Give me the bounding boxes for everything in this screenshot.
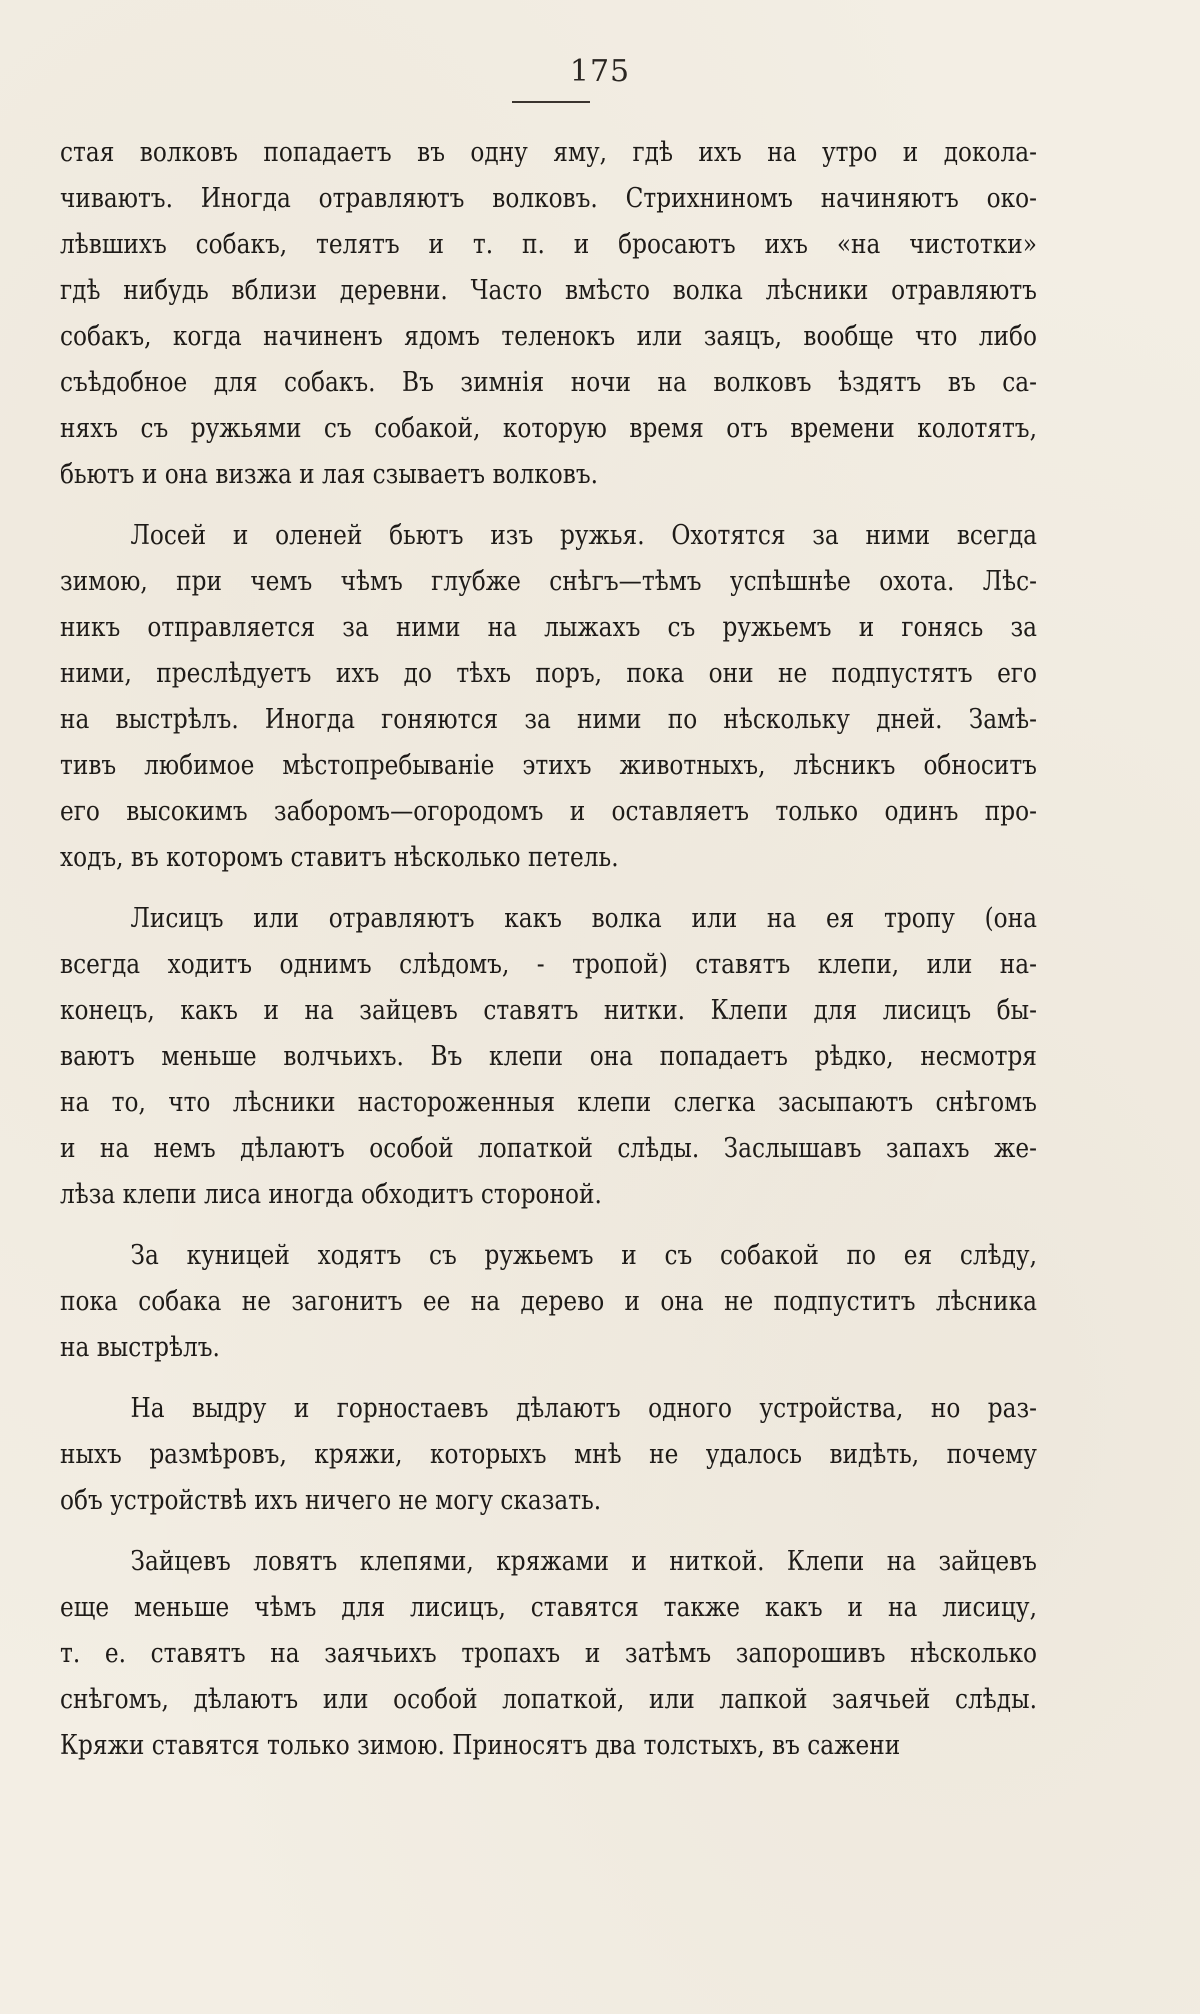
text-line: всегда ходитъ однимъ слѣдомъ, - тропой) ставятъ клепи, или на- — [60, 949, 1037, 980]
text-line: конецъ, какъ и на зайцевъ ставятъ нитки. Клепи для лисицъ бы- — [60, 995, 1037, 1026]
text-line: няхъ съ ружьями съ собакой, которую время отъ времени колотятъ, — [60, 413, 1037, 444]
paragraph-gap — [60, 1524, 1037, 1539]
text-line: т. е. ставятъ на заячьихъ тропахъ и затѣмъ запорошивъ нѣсколько — [60, 1638, 1037, 1669]
page-number: 175 — [569, 54, 631, 89]
text-line: и на немъ дѣлаютъ особой лопаткой слѣды. Заслышавъ запахъ же- — [60, 1133, 1037, 1164]
text-line: ныхъ размѣровъ, кряжи, которыхъ мнѣ не удалось видѣть, почему — [60, 1439, 1037, 1470]
text-line: Кряжи ставятся только зимою. Приносятъ два толстыхъ, въ сажени — [60, 1730, 901, 1761]
body-text — [60, 130, 1037, 1769]
paragraph — [60, 1386, 1037, 1524]
text-line: ходъ, въ которомъ ставитъ нѣсколько петель. — [60, 842, 619, 873]
text-line: на то, что лѣсники настороженныя клепи слегка засыпаютъ снѣгомъ — [60, 1087, 1037, 1118]
paragraph-gap — [60, 1371, 1037, 1386]
text-line: собакъ, когда начиненъ ядомъ теленокъ или заяцъ, вообще что либо — [60, 321, 1037, 352]
text-line: его высокимъ заборомъ—огородомъ и оставляетъ только одинъ про- — [60, 796, 1037, 827]
text-line: никъ отправляется за ними на лыжахъ съ ружьемъ и гонясь за — [60, 612, 1037, 643]
paragraph — [60, 1539, 1037, 1769]
paragraph-gap — [60, 881, 1037, 896]
paragraph — [60, 513, 1037, 881]
text-line: За куницей ходятъ съ ружьемъ и съ собакой по ея слѣду, — [130, 1240, 1037, 1271]
text-line: на выстрѣлъ. — [60, 1332, 220, 1363]
text-line: на выстрѣлъ. Иногда гоняются за ними по нѣскольку дней. Замѣ- — [60, 704, 1037, 735]
text-line: На выдру и горностаевъ дѣлаютъ одного устройства, но раз- — [130, 1393, 1037, 1424]
paragraph — [60, 896, 1037, 1218]
text-line: лѣза клепи лиса иногда обходитъ стороной. — [60, 1179, 602, 1210]
text-line: гдѣ нибудь вблизи деревни. Часто вмѣсто волка лѣсники отравляютъ — [60, 275, 1037, 306]
text-line: Лосей и оленей бьютъ изъ ружья. Охотятся за ними всегда — [130, 520, 1037, 551]
text-line: объ устройствѣ ихъ ничего не могу сказать. — [60, 1485, 602, 1516]
text-line: чиваютъ. Иногда отравляютъ волковъ. Стрихниномъ начиняютъ око- — [60, 183, 1037, 214]
text-line: ними, преслѣдуетъ ихъ до тѣхъ поръ, пока они не подпустятъ его — [60, 658, 1037, 689]
text-line: еще меньше чѣмъ для лисицъ, ставятся также какъ и на лисицу, — [60, 1592, 1037, 1623]
paragraph-gap — [60, 498, 1037, 513]
text-line: ваютъ меньше волчьихъ. Въ клепи она попадаетъ рѣдко, несмотря — [60, 1041, 1037, 1072]
text-line: зимою, при чемъ чѣмъ глубже снѣгъ—тѣмъ успѣшнѣе охота. Лѣс- — [60, 566, 1037, 597]
text-line: Зайцевъ ловятъ клепями, кряжами и ниткой. Клепи на зайцевъ — [130, 1546, 1037, 1577]
text-line: бьютъ и она визжа и лая сзываетъ волковъ. — [60, 459, 598, 490]
page-number-rule — [512, 101, 590, 103]
text-line: тивъ любимое мѣстопребываніе этихъ животныхъ, лѣсникъ обноситъ — [60, 750, 1037, 781]
paragraph-gap — [60, 1218, 1037, 1233]
paragraph — [60, 130, 1037, 498]
text-line: стая волковъ попадаетъ въ одну яму, гдѣ ихъ на утро и докола- — [60, 137, 1037, 168]
body-text-inner — [60, 130, 1037, 1769]
text-line: лѣвшихъ собакъ, телятъ и т. п. и бросаютъ ихъ «на чистотки» — [60, 229, 1037, 260]
text-line: Лисицъ или отравляютъ какъ волка или на ея тропу (она — [130, 903, 1037, 934]
paragraph — [60, 1233, 1037, 1371]
text-line: снѣгомъ, дѣлаютъ или особой лопаткой, или лапкой заячьей слѣды. — [60, 1684, 1037, 1715]
text-line: съѣдобное для собакъ. Въ зимнія ночи на волковъ ѣздятъ въ са- — [60, 367, 1037, 398]
text-line: пока собака не загонитъ ее на дерево и она не подпуститъ лѣсника — [60, 1286, 1037, 1317]
